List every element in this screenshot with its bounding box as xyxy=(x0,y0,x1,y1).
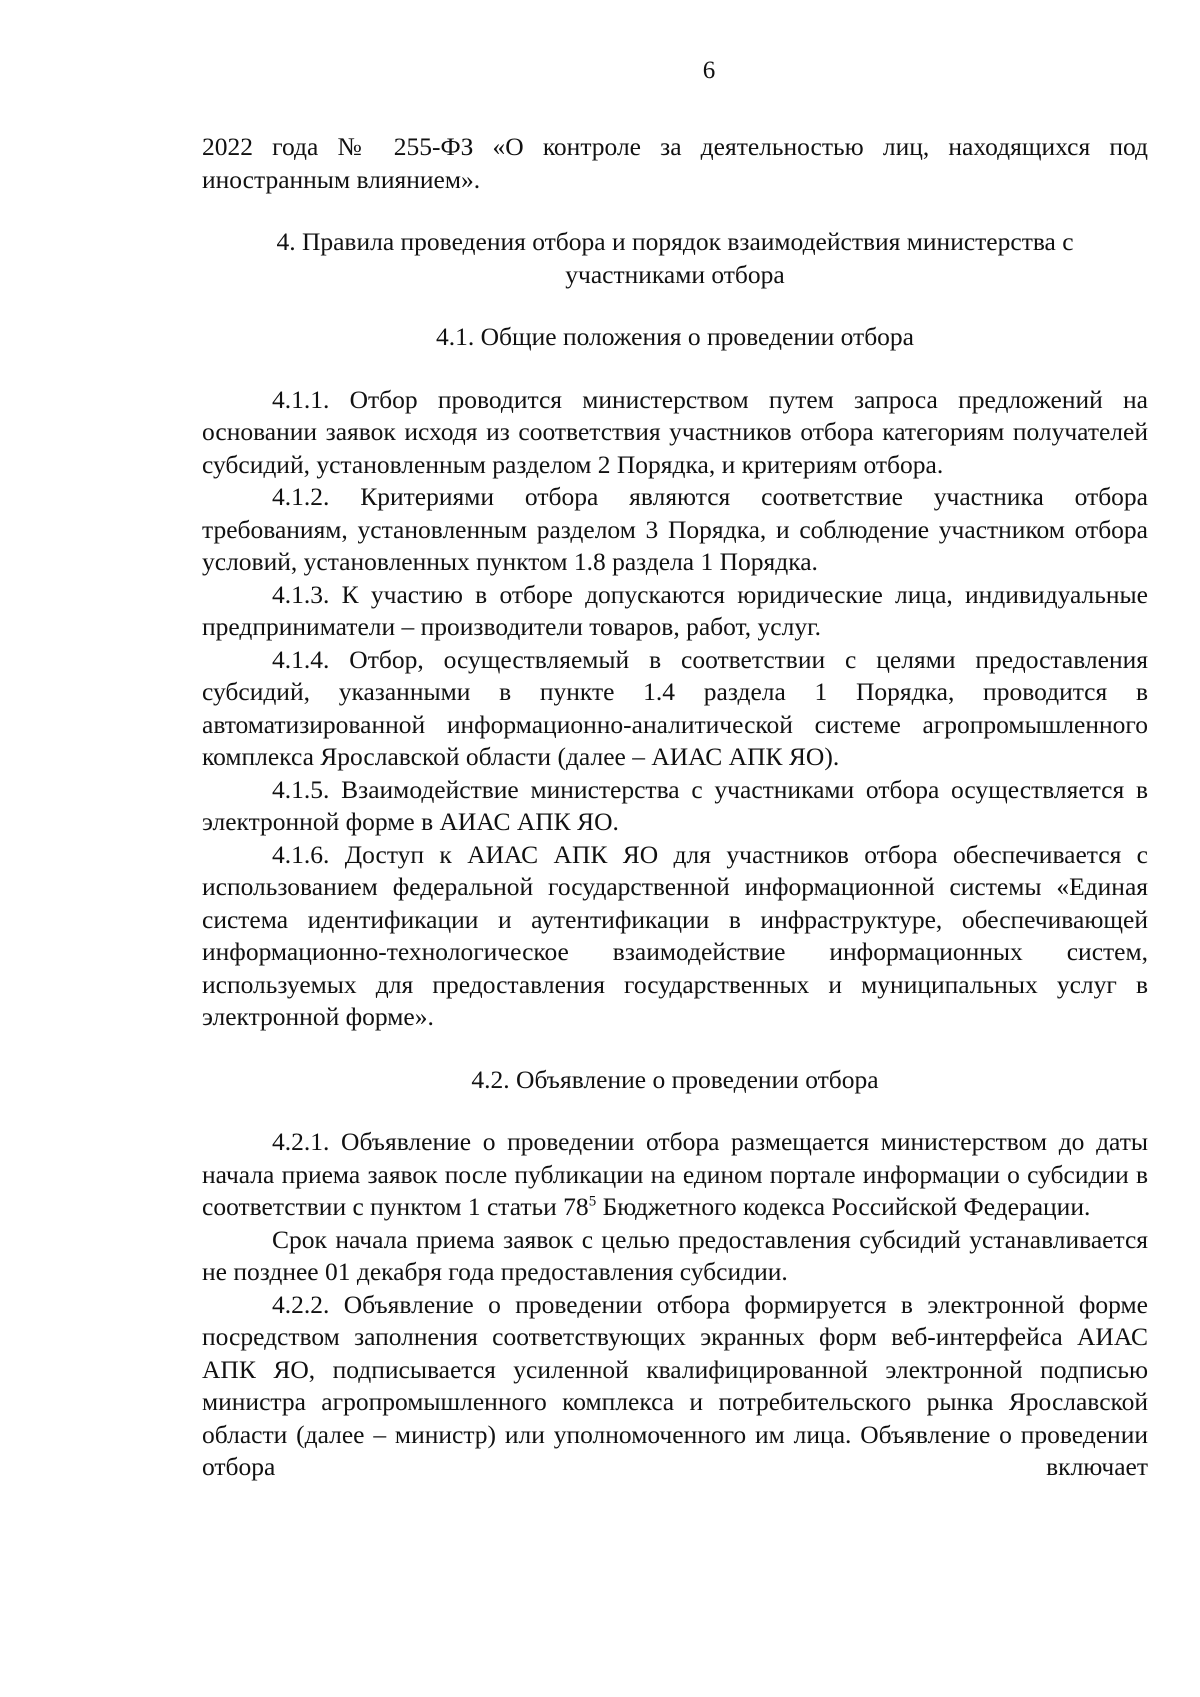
paragraph-4-2-1-text-a: 4.2.1. Объявление о проведении отбора размещается министерством до даты начала приема заявок после публикации на едином портале информации о субсидии в соответствии с пунктом 1 статьи 78 xyxy=(202,1127,1148,1221)
paragraph-4-2-1-deadline: Срок начала приема заявок с целью предоставления субсидий устанавливается не позднее 01 декабря года предоставления субсидии. xyxy=(202,1224,1148,1286)
paragraph-4-2-1 xyxy=(202,1126,1148,1224)
paragraph-4-2-1-text-b: Бюджетного кодекса Российской Федерации. xyxy=(596,1192,1091,1221)
paragraph-4-1-4: 4.1.4. Отбор, осуществляемый в соответствии с целями предоставления субсидий, указанными в пункте 1.4 раздела 1 Порядка, проводится в автоматизированной информационно-аналитической системе агропромышленного комплекса Ярославской области (далее – АИАС АПК ЯО). xyxy=(202,644,1148,771)
paragraph-continuation: 2022 года № 255-ФЗ «О контроле за деятельностью лиц, находящихся под иностранным влиянием». xyxy=(202,132,1148,194)
page-number: 6 xyxy=(702,57,716,84)
paragraph-4-1-3: 4.1.3. К участию в отборе допускаются юридические лица, индивидуальные предприниматели – производители товаров, работ, услуг. xyxy=(202,579,1148,641)
paragraph-4-1-5: 4.1.5. Взаимодействие министерства с участниками отбора осуществляется в электронной форме в АИАС АПК ЯО. xyxy=(202,774,1148,836)
paragraph-4-1-1: 4.1.1. Отбор проводится министерством путем запроса предложений на основании заявок исходя из соответствия участников отбора категориям получателей субсидий, установленным разделом 2 Порядка, и критериям отбора. xyxy=(202,384,1148,479)
paragraph-4-2-2: 4.2.2. Объявление о проведении отбора формируется в электронной форме посредством заполнения соответствующих экранных форм веб-интерфейса АИАС АПК ЯО, подписывается усиленной квалифицированной электронной подписью министра агропромышленного комплекса и потребительского рынка Ярославской области (далее – министр) или уполномоченного им лица. Объявление о проведении отбора включает xyxy=(202,1289,1148,1481)
paragraph-4-1-6: 4.1.6. Доступ к АИАС АПК ЯО для участников отбора обеспечивается с использованием федеральной государственной информационной системы «Единая система идентификации и аутентификации в инфраструктуре, обеспечивающей информационно-технологическое взаимодействие информационных систем, используемых для предоставления государственных и муниципальных услуг в электронной форме». xyxy=(202,839,1148,1031)
subsection-heading-4-2: 4.2. Объявление о проведении отбора xyxy=(471,1064,879,1094)
paragraph-4-1-2: 4.1.2. Критериями отбора являются соответствие участника отбора требованиям, установленным разделом 3 Порядка, и соблюдение участником отбора условий, установленных пунктом 1.8 раздела 1 Порядка. xyxy=(202,482,1148,576)
subsection-heading-4-1: 4.1. Общие положения о проведении отбора xyxy=(436,322,914,351)
superscript-5: 5 xyxy=(588,1193,597,1210)
section-heading-4: 4. Правила проведения отбора и порядок взаимодействия министерства с участниками отбора xyxy=(276,227,1074,289)
